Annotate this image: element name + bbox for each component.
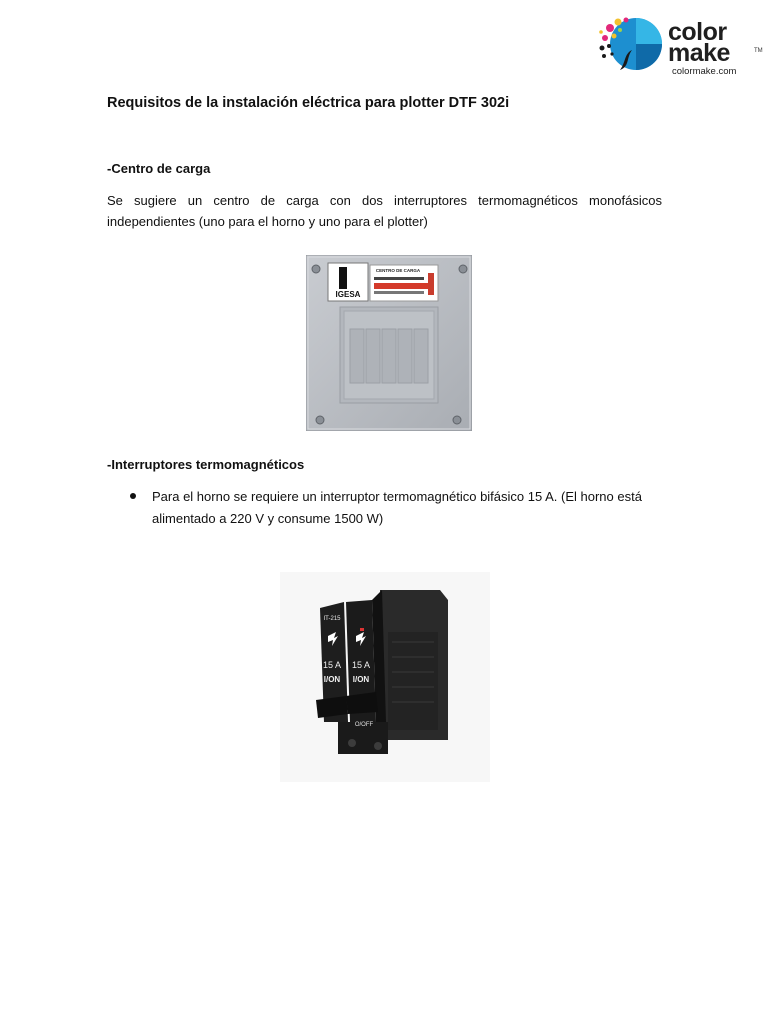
- breaker-model: IT-215: [323, 616, 341, 622]
- logo-wordmark: [668, 18, 730, 67]
- logo-trademark: TM: [754, 48, 763, 54]
- logo-url: colormake.com: [672, 66, 737, 77]
- panel-label-title: CENTRO DE CARGA: [375, 268, 421, 273]
- section-paragraph: Se sugiere un centro de carga con dos interruptores termomagnéticos monofásicos independientes (uno para el horno y uno para el plotter): [107, 193, 662, 229]
- bullet-icon: [130, 493, 136, 499]
- breaker-rating-right: 15 A: [351, 660, 371, 670]
- requirements-list: [127, 486, 657, 530]
- breaker-off-label: O/OFF: [354, 722, 374, 728]
- logo-word-make: make: [668, 39, 730, 67]
- breaker-on-right: I/ON: [352, 675, 370, 684]
- colormake-logo: [596, 10, 766, 80]
- list-item: [127, 486, 657, 530]
- section-heading-interruptores: -Interruptores termomagnéticos: [107, 457, 305, 472]
- breaker-image: [280, 572, 490, 782]
- colormake-logo-mark-icon: [596, 10, 664, 78]
- document-title: Requisitos de la instalación eléctrica para plotter DTF 302i: [107, 95, 510, 111]
- list-item-text: Para el horno se requiere un interruptor termomagnético bifásico 15 A. (El horno está alimentado a 220 V y consume 1500 W): [152, 489, 642, 526]
- breaker-rating-left: 15 A: [322, 660, 342, 670]
- panel-brand: IGESA: [335, 290, 361, 299]
- load-center-image: [306, 255, 472, 431]
- section-heading-centro-de-carga: -Centro de carga: [107, 161, 211, 176]
- breaker-on-left: I/ON: [323, 675, 341, 684]
- logo-word-color: color: [668, 18, 727, 46]
